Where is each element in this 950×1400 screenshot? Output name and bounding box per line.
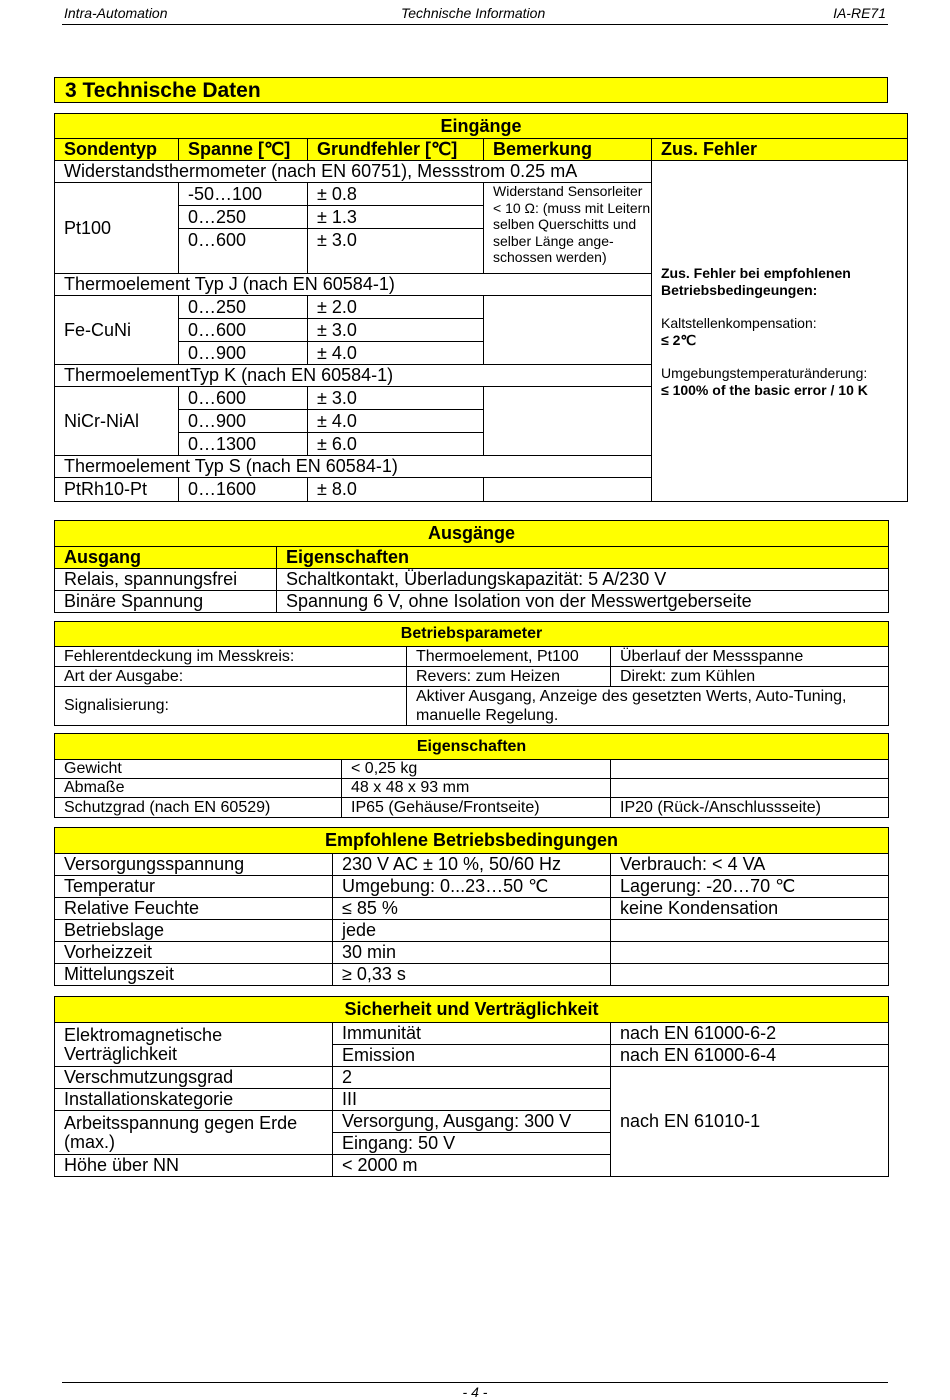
pt100-error: ± 3.0 (308, 229, 484, 252)
cond-label: Vorheizzeit (55, 942, 333, 964)
prop-label: Abmaße (55, 779, 342, 798)
output-desc: Spannung 6 V, ohne Isolation von der Messwertgeberseite (277, 591, 889, 613)
cold-junction-label: Kaltstellenkompensation: (661, 315, 817, 331)
cold-junction-value: ≤ 2℃ (661, 332, 697, 348)
voltage-supply: Versorgung, Ausgang: 300 V (333, 1111, 611, 1133)
pt100-error: ± 1.3 (308, 206, 484, 229)
pt100-error: ± 0.8 (308, 183, 484, 206)
fecuni-range: 0…900 (179, 342, 308, 365)
emission-norm: nach EN 61000-6-4 (611, 1045, 889, 1067)
header-company: Intra-Automation (64, 5, 168, 21)
nicrnial-name: NiCr-NiAl (55, 387, 179, 456)
voltage-input: Eingang: 50 V (333, 1133, 611, 1155)
col-range: Spanne [℃] (179, 139, 308, 161)
ambient-temp-label: Umgebungstemperaturänderung: (661, 365, 868, 381)
safety-norm: nach EN 61010-1 (611, 1067, 889, 1177)
inputs-caption: Eingänge (55, 114, 908, 139)
safety-caption: Sicherheit und Verträglichkeit (55, 997, 889, 1023)
nicrnial-range: 0…900 (179, 410, 308, 433)
emc-label: Elektromagnetische Verträglichkeit (55, 1023, 333, 1067)
col-extra-error: Zus. Fehler (652, 139, 908, 161)
output-name: Binäre Spannung (55, 591, 277, 613)
fecuni-error: ± 2.0 (308, 296, 484, 319)
cond-value: ≤ 85 % (333, 898, 611, 920)
op-value: Revers: zum Heizen (407, 667, 611, 687)
cond-label: Temperatur (55, 876, 333, 898)
nicrnial-error: ± 6.0 (308, 433, 484, 456)
operation-table (54, 621, 889, 726)
conditions-table (54, 827, 889, 986)
rtd-title: Widerstandsthermometer (nach EN 60751), Messstrom 0.25 mA (55, 161, 652, 183)
prop-value: IP65 (Gehäuse/Frontseite) (342, 798, 611, 818)
col-output: Ausgang (55, 547, 277, 569)
fecuni-range: 0…250 (179, 296, 308, 319)
tc-s-title: Thermoelement Typ S (nach EN 60584-1) (55, 456, 652, 478)
outputs-caption: Ausgänge (55, 521, 889, 547)
inputs-table (54, 113, 908, 502)
col-remark: Bemerkung (484, 139, 652, 161)
cond-value: keine Kondensation (611, 898, 889, 920)
fecuni-name: Fe-CuNi (55, 296, 179, 365)
op-value: Direkt: zum Kühlen (611, 667, 889, 687)
prop-value: < 0,25 kg (342, 760, 611, 779)
prop-value (611, 779, 889, 798)
operation-caption: Betriebsparameter (55, 622, 889, 647)
ptrh-error: ± 8.0 (308, 478, 484, 502)
cond-value: 230 V AC ± 10 %, 50/60 Hz (333, 854, 611, 876)
section-title: 3 Technische Daten (54, 77, 888, 103)
op-label: Fehlerentdeckung im Messkreis: (55, 647, 407, 667)
page-header (62, 4, 888, 25)
outputs-table (54, 520, 889, 613)
conditions-caption: Empfohlene Betriebsbedingungen (55, 828, 889, 854)
safety-table (54, 996, 889, 1177)
pt100-remark: Widerstand Sensorleiter < 10 Ω: (muss mit Leitern selben Querschitts und selber Länge ange-schossen werden) (484, 183, 652, 274)
cond-label: Mittelungszeit (55, 964, 333, 986)
col-properties: Eigenschaften (277, 547, 889, 569)
op-label: Art der Ausgabe: (55, 667, 407, 687)
prop-label: Schutzgrad (nach EN 60529) (55, 798, 342, 818)
install-value: III (333, 1089, 611, 1111)
cond-value: Lagerung: -20…70 ℃ (611, 876, 889, 898)
op-value: Überlauf der Messspanne (611, 647, 889, 667)
pt100-name: Pt100 (55, 183, 179, 274)
cond-value (611, 964, 889, 986)
tc-j-title: Thermoelement Typ J (nach EN 60584-1) (55, 274, 652, 296)
cond-value (611, 920, 889, 942)
col-sensor: Sondentyp (55, 139, 179, 161)
tc-k-title: ThermoelementTyp K (nach EN 60584-1) (55, 365, 652, 387)
nicrnial-range: 0…1300 (179, 433, 308, 456)
cond-value: 30 min (333, 942, 611, 964)
prop-value (611, 760, 889, 779)
prop-value: IP20 (Rück-/Anschlussseite) (611, 798, 889, 818)
nicrnial-error: ± 3.0 (308, 387, 484, 410)
extra-error-cell (652, 161, 908, 502)
cond-label: Betriebslage (55, 920, 333, 942)
header-model: IA-RE71 (833, 5, 886, 21)
altitude-label: Höhe über NN (55, 1155, 333, 1177)
cond-label: Versorgungsspannung (55, 854, 333, 876)
pt100-range: -50…100 (179, 183, 308, 206)
ptrh-name: PtRh10-Pt (55, 478, 179, 502)
properties-table (54, 733, 889, 818)
immunity-label: Immunität (333, 1023, 611, 1045)
ptrh-range: 0…1600 (179, 478, 308, 502)
extra-error-title: Zus. Fehler bei empfohlenen Betriebsbedingeungen: (661, 265, 851, 298)
page-number: - 4 - (462, 1384, 488, 1400)
op-value: Thermoelement, Pt100 (407, 647, 611, 667)
nicrnial-error: ± 4.0 (308, 410, 484, 433)
pollution-label: Verschmutzungsgrad (55, 1067, 333, 1089)
page-footer (62, 1382, 888, 1400)
prop-value: 48 x 48 x 93 mm (342, 779, 611, 798)
pt100-range: 0…600 (179, 229, 308, 252)
signal-value: Aktiver Ausgang, Anzeige des gesetzten Werts, Auto-Tuning, manuelle Regelung. (407, 687, 889, 726)
cond-value: ≥ 0,33 s (333, 964, 611, 986)
ambient-temp-value: ≤ 100% of the basic error / 10 K (661, 382, 868, 398)
pt100-range: 0…250 (179, 206, 308, 229)
voltage-label: Arbeitsspannung gegen Erde (max.) (55, 1111, 333, 1155)
fecuni-range: 0…600 (179, 319, 308, 342)
properties-caption: Eigenschaften (55, 734, 889, 760)
header-doc-type: Technische Information (401, 5, 546, 21)
fecuni-error: ± 3.0 (308, 319, 484, 342)
fecuni-error: ± 4.0 (308, 342, 484, 365)
cond-value: jede (333, 920, 611, 942)
cond-value: Verbrauch: < 4 VA (611, 854, 889, 876)
nicrnial-range: 0…600 (179, 387, 308, 410)
output-desc: Schaltkontakt, Überladungskapazität: 5 A/230 V (277, 569, 889, 591)
col-error: Grundfehler [℃] (308, 139, 484, 161)
cond-value (611, 942, 889, 964)
output-name: Relais, spannungsfrei (55, 569, 277, 591)
emission-label: Emission (333, 1045, 611, 1067)
install-label: Installationskategorie (55, 1089, 333, 1111)
prop-label: Gewicht (55, 760, 342, 779)
signal-label: Signalisierung: (55, 687, 407, 726)
altitude-value: < 2000 m (333, 1155, 611, 1177)
cond-value: Umgebung: 0...23…50 ℃ (333, 876, 611, 898)
immunity-norm: nach EN 61000-6-2 (611, 1023, 889, 1045)
pollution-value: 2 (333, 1067, 611, 1089)
cond-label: Relative Feuchte (55, 898, 333, 920)
